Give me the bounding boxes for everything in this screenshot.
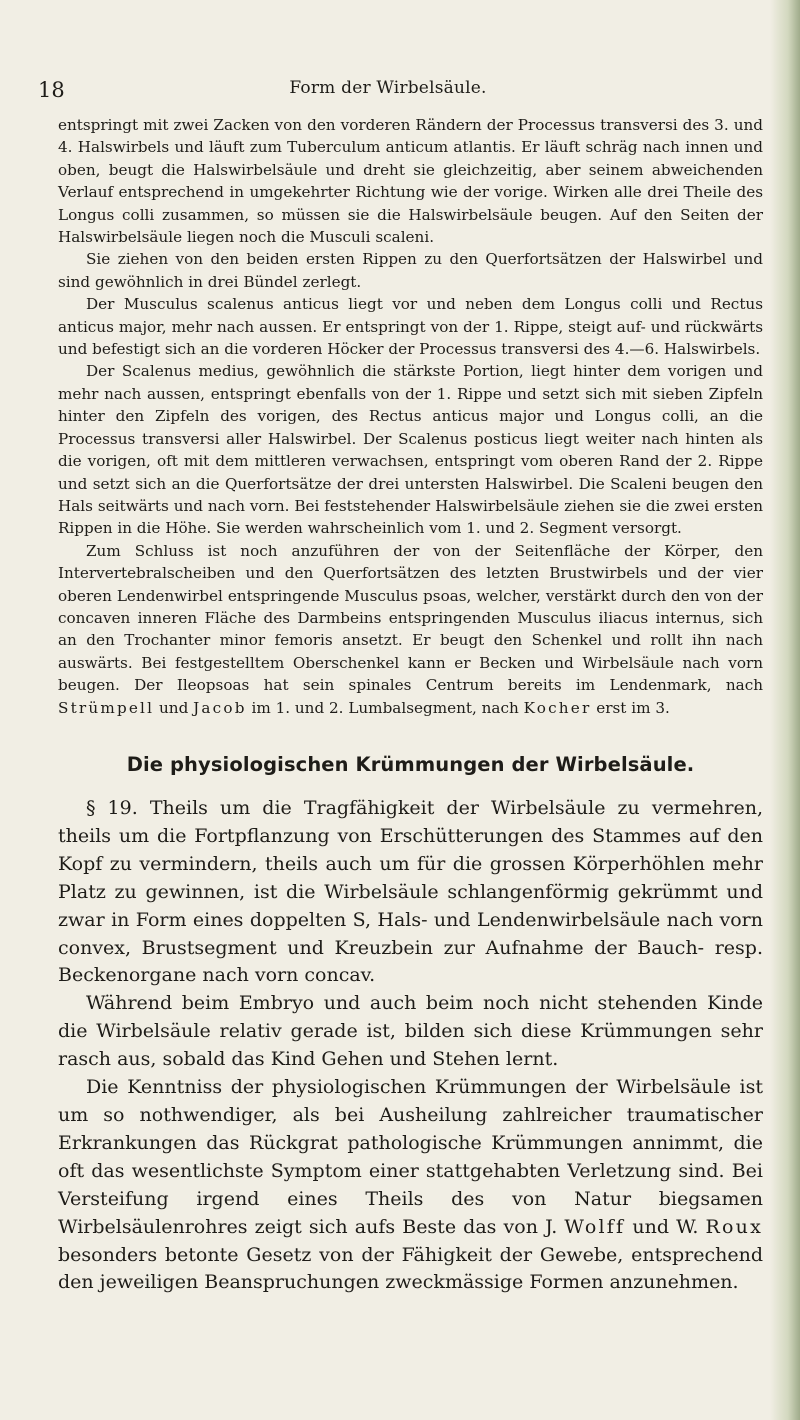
text-run: erst im 3. <box>591 698 670 717</box>
paragraph <box>58 540 763 719</box>
muscle-description-text <box>58 114 763 719</box>
page-number: 18 <box>38 78 65 102</box>
paragraph: Der Scalenus medius, gewöhnlich die stärkste Portion, liegt hinter dem vorigen und mehr nach aussen, entspringt ebenfalls von der 1. Rippe und setzt sich mit sieben Zipfeln hinter den Zipfeln des vorigen, des Rectus anticus major und Longus colli, an die Processus transversi aller Halswirbel. Der Scalenus posticus liegt weiter nach hinten als die vorigen, oft mit dem mittleren verwachsen, entspringt vom oberen Rand der 2. Rippe und setzt sich an die Querfortsätze der drei untersten Halswirbel. Die Scaleni beugen den Hals seitwärts und nach vorn. Bei feststehender Halswirbelsäule ziehen sie die zwei ersten Rippen in die Höhe. Sie werden wahrscheinlich vom 1. und 2. Segment versorgt. <box>58 362 763 538</box>
text-run: Zum Schluss ist noch anzuführen der von der Seitenfläche der Körper, den Intervertebralscheiben und den Querfortsätzen des letzten Brustwirbels und der vier oberen Lendenwirbel entspringende Musculus psoas, welcher, verstärkt durch den von der concaven inneren Fläche des Darmbeins entspringenden Musculus iliacus internus, sich an den Trochanter minor femoris ansetzt. Er beugt den Schenkel und rollt ihn nach auswärts. Bei festgestelltem Oberschenkel kann er Becken und Wirbelsäule nach vorn beugen. Der Ileopsoas hat sein spinales Centrum bereits im Lendenmark, nach <box>58 541 763 695</box>
author-name: Jacob <box>193 698 247 717</box>
text-run: besonders betonte Gesetz von der Fähigkeit der Gewebe, entsprechend den jeweiligen Beanspruchungen zweckmässige Formen anzunehmen. <box>58 1243 763 1294</box>
text-run: im 1. und 2. Lumbalsegment, nach <box>246 698 524 717</box>
paragraph: entspringt mit zwei Zacken von den vorderen Rändern der Processus transversi des 3. und 4. Halswirbels und läuft zum Tuberculum anticum atlantis. Er läuft schräg nach innen und oben, beugt die Halswirbelsäule und dreht sie gleichzeitig, aber seinem abweichenden Verlauf entsprechend in umgekehrter Richtung wie der vorige. Wirken alle drei Theile des Longus colli zusammen, so müssen sie die Halswirbelsäule beugen. Auf den Seiten der Halswirbelsäule liegen noch die Musculi scaleni. <box>58 116 763 247</box>
paragraph: Während beim Embryo und auch beim noch nicht stehenden Kinde die Wirbelsäule relativ gerade ist, bilden sich diese Krümmungen sehr rasch aus, sobald das Kind Gehen und Stehen lernt. <box>58 992 763 1071</box>
text-run: Die Kenntniss der physiologischen Krümmungen der Wirbelsäule ist um so nothwendiger, als bei Ausheilung zahlreicher traumatischer Erkrankungen das Rückgrat pathologische Krümmungen annimmt, die oft das wesentlichste Symptom einer stattgehabten Verletzung sind. Bei Versteifung irgend eines Theils des von Natur biegsamen Wirbelsäulenrohres zeigt sich aufs Beste das von J. <box>58 1076 763 1238</box>
text-run: und <box>154 698 194 717</box>
author-name: Wolff <box>564 1215 626 1238</box>
page-edge-shadow <box>770 0 800 1420</box>
page-header <box>38 78 738 108</box>
author-name: Strümpell <box>58 698 155 717</box>
running-head: Form der Wirbelsäule. <box>289 78 487 98</box>
author-name: Kocher <box>523 698 592 717</box>
author-name: Roux <box>705 1215 763 1238</box>
section-body-text <box>58 795 763 1297</box>
paragraph: § 19. Theils um die Tragfähigkeit der Wirbelsäule zu vermehren, theils um die Fortpflanzung von Erschütterungen des Stammes auf den Kopf zu vermindern, theils auch um für die grossen Körperhöhlen mehr Platz zu gewinnen, ist die Wirbelsäule schlangenförmig gekrümmt und zwar in Form eines doppelten S, Hals- und Lendenwirbelsäule nach vorn convex, Brustsegment und Kreuzbein zur Aufnahme der Bauch- resp. Beckenorgane nach vorn concav. <box>58 797 763 987</box>
paragraph: Der Musculus scalenus anticus liegt vor und neben dem Longus colli und Rectus anticus major, mehr nach aussen. Er entspringt von der 1. Rippe, steigt auf- und rückwärts und befestigt sich an die vorderen Höcker der Processus transversi des 4.—6. Halswirbels. <box>58 295 763 359</box>
section-heading: Die physiologischen Krümmungen der Wirbelsäule. <box>126 753 695 776</box>
paragraph: Sie ziehen von den beiden ersten Rippen zu den Querfortsätzen der Halswirbel und sind gewöhnlich in drei Bündel zerlegt. <box>58 250 763 291</box>
text-run: und W. <box>625 1215 706 1238</box>
paragraph <box>58 1074 763 1297</box>
